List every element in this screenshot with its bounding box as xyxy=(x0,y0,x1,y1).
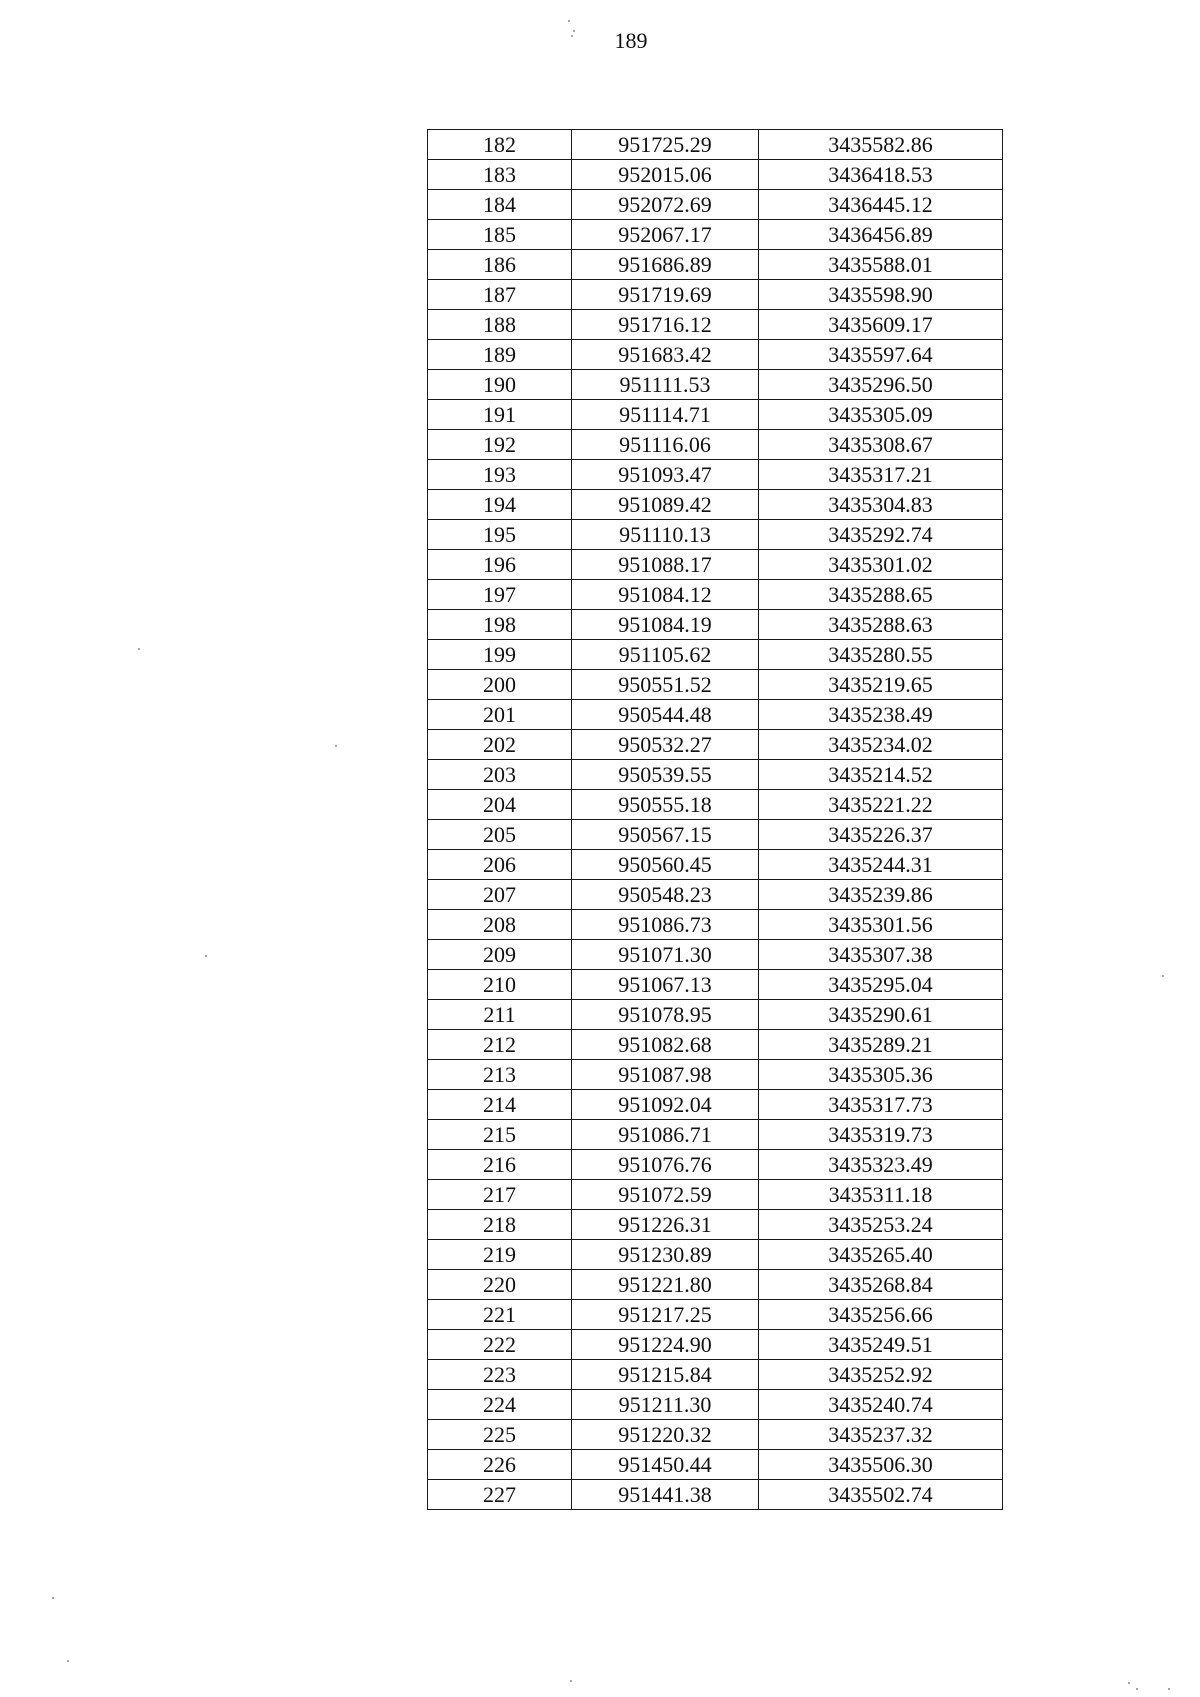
y-coordinate-cell: 3435292.74 xyxy=(759,520,1003,550)
scan-speck xyxy=(573,30,575,32)
scan-speck xyxy=(205,955,207,957)
table-row xyxy=(428,250,1003,280)
x-coordinate-cell: 951093.47 xyxy=(572,460,759,490)
table-row xyxy=(428,130,1003,160)
x-coordinate-cell: 951719.69 xyxy=(572,280,759,310)
x-coordinate-cell: 951224.90 xyxy=(572,1330,759,1360)
point-number-cell: 182 xyxy=(428,130,572,160)
table-row xyxy=(428,1420,1003,1450)
point-number-cell: 187 xyxy=(428,280,572,310)
point-number-cell: 188 xyxy=(428,310,572,340)
table-row xyxy=(428,430,1003,460)
scan-speck xyxy=(1168,1688,1170,1690)
table-row xyxy=(428,1090,1003,1120)
x-coordinate-cell: 951725.29 xyxy=(572,130,759,160)
y-coordinate-cell: 3435317.21 xyxy=(759,460,1003,490)
y-coordinate-cell: 3435502.74 xyxy=(759,1480,1003,1510)
y-coordinate-cell: 3435288.65 xyxy=(759,580,1003,610)
point-number-cell: 217 xyxy=(428,1180,572,1210)
y-coordinate-cell: 3435307.38 xyxy=(759,940,1003,970)
table-row xyxy=(428,580,1003,610)
x-coordinate-cell: 951220.32 xyxy=(572,1420,759,1450)
table-row xyxy=(428,310,1003,340)
x-coordinate-cell: 951221.80 xyxy=(572,1270,759,1300)
x-coordinate-cell: 951072.59 xyxy=(572,1180,759,1210)
table-row xyxy=(428,760,1003,790)
y-coordinate-cell: 3435305.09 xyxy=(759,400,1003,430)
x-coordinate-cell: 951078.95 xyxy=(572,1000,759,1030)
x-coordinate-cell: 951230.89 xyxy=(572,1240,759,1270)
y-coordinate-cell: 3435253.24 xyxy=(759,1210,1003,1240)
point-number-cell: 184 xyxy=(428,190,572,220)
y-coordinate-cell: 3435311.18 xyxy=(759,1180,1003,1210)
point-number-cell: 226 xyxy=(428,1450,572,1480)
page-number: 189 xyxy=(614,28,648,53)
y-coordinate-cell: 3435289.21 xyxy=(759,1030,1003,1060)
point-number-cell: 183 xyxy=(428,160,572,190)
table-row xyxy=(428,490,1003,520)
y-coordinate-cell: 3435280.55 xyxy=(759,640,1003,670)
scan-speck xyxy=(570,1680,572,1682)
x-coordinate-cell: 951116.06 xyxy=(572,430,759,460)
table-row xyxy=(428,790,1003,820)
coordinate-table-body xyxy=(428,130,1003,1510)
x-coordinate-cell: 952072.69 xyxy=(572,190,759,220)
y-coordinate-cell: 3435323.49 xyxy=(759,1150,1003,1180)
point-number-cell: 199 xyxy=(428,640,572,670)
y-coordinate-cell: 3435597.64 xyxy=(759,340,1003,370)
y-coordinate-cell: 3435234.02 xyxy=(759,730,1003,760)
y-coordinate-cell: 3435582.86 xyxy=(759,130,1003,160)
x-coordinate-cell: 951086.73 xyxy=(572,910,759,940)
point-number-cell: 204 xyxy=(428,790,572,820)
scan-speck xyxy=(1136,1688,1138,1690)
table-row xyxy=(428,1120,1003,1150)
table-row xyxy=(428,220,1003,250)
y-coordinate-cell: 3435219.65 xyxy=(759,670,1003,700)
x-coordinate-cell: 951084.12 xyxy=(572,580,759,610)
table-row xyxy=(428,370,1003,400)
point-number-cell: 218 xyxy=(428,1210,572,1240)
y-coordinate-cell: 3436456.89 xyxy=(759,220,1003,250)
table-row xyxy=(428,880,1003,910)
table-row xyxy=(428,730,1003,760)
y-coordinate-cell: 3435238.49 xyxy=(759,700,1003,730)
x-coordinate-cell: 951071.30 xyxy=(572,940,759,970)
point-number-cell: 214 xyxy=(428,1090,572,1120)
table-row xyxy=(428,1240,1003,1270)
table-row xyxy=(428,1270,1003,1300)
x-coordinate-cell: 951215.84 xyxy=(572,1360,759,1390)
x-coordinate-cell: 951716.12 xyxy=(572,310,759,340)
x-coordinate-cell: 950560.45 xyxy=(572,850,759,880)
y-coordinate-cell: 3435506.30 xyxy=(759,1450,1003,1480)
table-row xyxy=(428,820,1003,850)
point-number-cell: 192 xyxy=(428,430,572,460)
point-number-cell: 198 xyxy=(428,610,572,640)
y-coordinate-cell: 3435288.63 xyxy=(759,610,1003,640)
point-number-cell: 208 xyxy=(428,910,572,940)
y-coordinate-cell: 3435244.31 xyxy=(759,850,1003,880)
y-coordinate-cell: 3435214.52 xyxy=(759,760,1003,790)
point-number-cell: 210 xyxy=(428,970,572,1000)
x-coordinate-cell: 951087.98 xyxy=(572,1060,759,1090)
table-row xyxy=(428,1210,1003,1240)
y-coordinate-cell: 3435226.37 xyxy=(759,820,1003,850)
scan-speck xyxy=(138,648,140,650)
x-coordinate-cell: 951450.44 xyxy=(572,1450,759,1480)
x-coordinate-cell: 951076.76 xyxy=(572,1150,759,1180)
y-coordinate-cell: 3436445.12 xyxy=(759,190,1003,220)
table-row xyxy=(428,1180,1003,1210)
point-number-cell: 207 xyxy=(428,880,572,910)
point-number-cell: 213 xyxy=(428,1060,572,1090)
y-coordinate-cell: 3435588.01 xyxy=(759,250,1003,280)
point-number-cell: 197 xyxy=(428,580,572,610)
y-coordinate-cell: 3435598.90 xyxy=(759,280,1003,310)
x-coordinate-cell: 950567.15 xyxy=(572,820,759,850)
point-number-cell: 211 xyxy=(428,1000,572,1030)
table-row xyxy=(428,460,1003,490)
table-row xyxy=(428,1060,1003,1090)
point-number-cell: 222 xyxy=(428,1330,572,1360)
x-coordinate-cell: 951111.53 xyxy=(572,370,759,400)
y-coordinate-cell: 3435319.73 xyxy=(759,1120,1003,1150)
table-row xyxy=(428,610,1003,640)
point-number-cell: 186 xyxy=(428,250,572,280)
y-coordinate-cell: 3435296.50 xyxy=(759,370,1003,400)
x-coordinate-cell: 951088.17 xyxy=(572,550,759,580)
table-row xyxy=(428,1000,1003,1030)
point-number-cell: 221 xyxy=(428,1300,572,1330)
point-number-cell: 193 xyxy=(428,460,572,490)
table-row xyxy=(428,1390,1003,1420)
scan-speck xyxy=(571,35,573,37)
point-number-cell: 194 xyxy=(428,490,572,520)
table-row xyxy=(428,970,1003,1000)
x-coordinate-cell: 950551.52 xyxy=(572,670,759,700)
coordinate-table xyxy=(427,129,1003,1510)
y-coordinate-cell: 3435305.36 xyxy=(759,1060,1003,1090)
table-row xyxy=(428,400,1003,430)
y-coordinate-cell: 3435317.73 xyxy=(759,1090,1003,1120)
point-number-cell: 191 xyxy=(428,400,572,430)
scan-speck xyxy=(335,745,337,747)
table-row xyxy=(428,1030,1003,1060)
point-number-cell: 200 xyxy=(428,670,572,700)
point-number-cell: 195 xyxy=(428,520,572,550)
x-coordinate-cell: 951226.31 xyxy=(572,1210,759,1240)
y-coordinate-cell: 3435301.56 xyxy=(759,910,1003,940)
point-number-cell: 205 xyxy=(428,820,572,850)
point-number-cell: 190 xyxy=(428,370,572,400)
table-row xyxy=(428,550,1003,580)
point-number-cell: 224 xyxy=(428,1390,572,1420)
table-row xyxy=(428,160,1003,190)
point-number-cell: 220 xyxy=(428,1270,572,1300)
table-row xyxy=(428,340,1003,370)
table-row xyxy=(428,670,1003,700)
table-row xyxy=(428,280,1003,310)
x-coordinate-cell: 951683.42 xyxy=(572,340,759,370)
point-number-cell: 216 xyxy=(428,1150,572,1180)
table-row xyxy=(428,910,1003,940)
table-row xyxy=(428,1360,1003,1390)
y-coordinate-cell: 3435290.61 xyxy=(759,1000,1003,1030)
y-coordinate-cell: 3435240.74 xyxy=(759,1390,1003,1420)
x-coordinate-cell: 950539.55 xyxy=(572,760,759,790)
x-coordinate-cell: 951092.04 xyxy=(572,1090,759,1120)
x-coordinate-cell: 951067.13 xyxy=(572,970,759,1000)
x-coordinate-cell: 951441.38 xyxy=(572,1480,759,1510)
scan-speck xyxy=(1162,975,1164,977)
table-row xyxy=(428,520,1003,550)
point-number-cell: 227 xyxy=(428,1480,572,1510)
scan-speck xyxy=(52,1597,54,1599)
y-coordinate-cell: 3435265.40 xyxy=(759,1240,1003,1270)
table-row xyxy=(428,1450,1003,1480)
point-number-cell: 185 xyxy=(428,220,572,250)
x-coordinate-cell: 951082.68 xyxy=(572,1030,759,1060)
point-number-cell: 212 xyxy=(428,1030,572,1060)
table-row xyxy=(428,850,1003,880)
point-number-cell: 219 xyxy=(428,1240,572,1270)
y-coordinate-cell: 3435295.04 xyxy=(759,970,1003,1000)
scan-speck xyxy=(67,1660,69,1662)
x-coordinate-cell: 951084.19 xyxy=(572,610,759,640)
table-row xyxy=(428,190,1003,220)
y-coordinate-cell: 3435237.32 xyxy=(759,1420,1003,1450)
point-number-cell: 196 xyxy=(428,550,572,580)
y-coordinate-cell: 3435304.83 xyxy=(759,490,1003,520)
point-number-cell: 189 xyxy=(428,340,572,370)
point-number-cell: 201 xyxy=(428,700,572,730)
table-row xyxy=(428,640,1003,670)
x-coordinate-cell: 951686.89 xyxy=(572,250,759,280)
y-coordinate-cell: 3435301.02 xyxy=(759,550,1003,580)
point-number-cell: 203 xyxy=(428,760,572,790)
y-coordinate-cell: 3435239.86 xyxy=(759,880,1003,910)
x-coordinate-cell: 951086.71 xyxy=(572,1120,759,1150)
point-number-cell: 202 xyxy=(428,730,572,760)
x-coordinate-cell: 950548.23 xyxy=(572,880,759,910)
x-coordinate-cell: 950555.18 xyxy=(572,790,759,820)
scan-speck xyxy=(568,20,570,22)
x-coordinate-cell: 951105.62 xyxy=(572,640,759,670)
x-coordinate-cell: 951110.13 xyxy=(572,520,759,550)
table-row xyxy=(428,1150,1003,1180)
point-number-cell: 225 xyxy=(428,1420,572,1450)
y-coordinate-cell: 3435249.51 xyxy=(759,1330,1003,1360)
y-coordinate-cell: 3435256.66 xyxy=(759,1300,1003,1330)
y-coordinate-cell: 3435609.17 xyxy=(759,310,1003,340)
x-coordinate-cell: 950532.27 xyxy=(572,730,759,760)
y-coordinate-cell: 3436418.53 xyxy=(759,160,1003,190)
point-number-cell: 215 xyxy=(428,1120,572,1150)
table-row xyxy=(428,940,1003,970)
x-coordinate-cell: 950544.48 xyxy=(572,700,759,730)
x-coordinate-cell: 951089.42 xyxy=(572,490,759,520)
x-coordinate-cell: 951217.25 xyxy=(572,1300,759,1330)
table-row xyxy=(428,1300,1003,1330)
point-number-cell: 209 xyxy=(428,940,572,970)
x-coordinate-cell: 952067.17 xyxy=(572,220,759,250)
table-row xyxy=(428,1330,1003,1360)
x-coordinate-cell: 951211.30 xyxy=(572,1390,759,1420)
point-number-cell: 223 xyxy=(428,1360,572,1390)
table-row xyxy=(428,700,1003,730)
y-coordinate-cell: 3435268.84 xyxy=(759,1270,1003,1300)
y-coordinate-cell: 3435308.67 xyxy=(759,430,1003,460)
point-number-cell: 206 xyxy=(428,850,572,880)
y-coordinate-cell: 3435221.22 xyxy=(759,790,1003,820)
y-coordinate-cell: 3435252.92 xyxy=(759,1360,1003,1390)
table-row xyxy=(428,1480,1003,1510)
x-coordinate-cell: 952015.06 xyxy=(572,160,759,190)
x-coordinate-cell: 951114.71 xyxy=(572,400,759,430)
scan-speck xyxy=(1128,1682,1130,1684)
